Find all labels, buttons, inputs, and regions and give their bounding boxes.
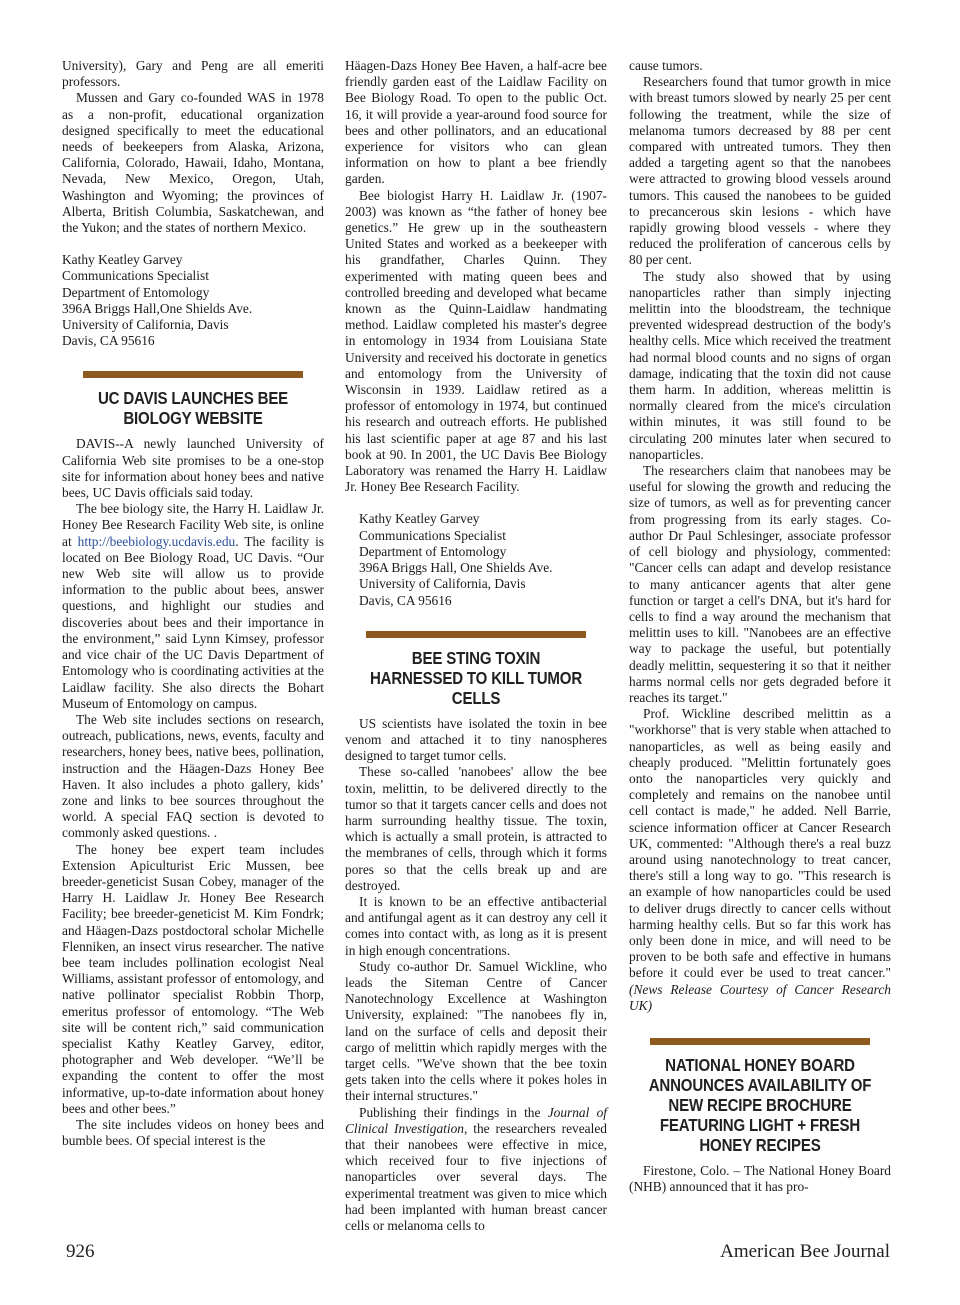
signature-line: Communications Specialist	[62, 268, 209, 284]
signature-line: 396A Briggs Hall,One Shields Ave.	[62, 300, 253, 316]
section-divider	[83, 371, 303, 378]
section-divider	[650, 1038, 870, 1045]
signature-line: Kathy Keatley Garvey	[359, 511, 480, 527]
paragraph: US scientists have isolated the toxin in bee venom and attached it to tiny nanospheres designed to target tumor cells.	[345, 715, 607, 764]
column-1	[62, 58, 324, 1149]
column-3	[629, 58, 891, 1195]
paragraph-text: The bee biology site, the Harry H. Laidlaw Jr. Honey Bee Research Facility Web site, is online at	[62, 501, 324, 549]
paragraph: These so-called 'nanobees' allow the bee toxin, melittin, to be delivered directly to the tumor so that it targets cancer cells and does not harm surrounding healthy tissue. The toxin, which is actually a small protein, is attracted to the membranes of cells, through which it forms pores so that the cells break up and are destroyed.	[345, 764, 607, 893]
section-divider	[366, 631, 586, 638]
paragraph: Häagen-Dazs Honey Bee Haven, a half-acre bee friendly garden east of the Laidlaw Facility on Bee Biology Road. To open to the public Oct. 16, it will provide a year-around food source for bees and other pollinators, and an educational experience for visitors who can glean information on how to plant a bee friendly garden.	[345, 58, 607, 187]
signature-line: Davis, CA 95616	[359, 592, 452, 608]
paragraph: Mussen and Gary co-founded WAS in 1978 as a non-profit, educational organization designed specifically to meet the educational needs of beekeepers from Alaska, Arizona, California, Colorado, Hawaii, Idaho, Montana, Nevada, New Mexico, Oregon, Utah, Washington and Wyoming; the provinces of Alberta, British Columbia, Saskatchewan, and the Yukon; and the states of northern Mexico.	[62, 90, 324, 236]
paragraph	[345, 1105, 607, 1235]
paragraph-text: . The facility is located on Bee Biology Road, UC Davis. “Our new Web site will allow us to provide information to the public about bees, answer questions, and highlight our studies and discoveries about bees and their importance in the environment,” said Lynn Kimsey, professor and vice chair of the UC Davis Department of Entomology who is coordinating activities at the Laidlaw facility. She also directs the Bohart Museum of Entomology on campus.	[62, 533, 325, 711]
paragraph-text: , the researchers revealed that their nanobees were effective in mice, which received four to five injections of nanoparticles over several days. The experimental treatment was given to mice which had been implanted with human breast cancer cells or melanoma cells to	[345, 1120, 607, 1233]
paragraph: The Web site includes sections on research, outreach, publications, news, events, faculty and researchers, honey bees, native bees, pollination, instruction and the Häagen-Dazs Honey Bee Haven. It also includes a photo gallery, kids’ zone and links to bee sources throughout the world. A special FAQ section is devoted to commonly asked questions. .	[62, 711, 324, 841]
paragraph-text: Publishing their findings in the	[359, 1104, 548, 1120]
signature-line: University of California, Davis	[62, 317, 229, 333]
paragraph: Firestone, Colo. – The National Honey Board (NHB) announced that it has pro-	[629, 1162, 891, 1195]
signature-block	[359, 511, 607, 608]
signature-line: Communications Specialist	[359, 527, 506, 543]
journal-title: Journal of Clinical Investigation	[345, 1104, 607, 1136]
paragraph: Study co-author Dr. Samuel Wickline, who leads the Siteman Centre of Cancer Nanotechnology Excellence at Washington University, explained: "The nanobees fly in, land on the surface of cells and deposit their cargo of melittin which rapidly merges with the target cells. "We've shown that the bee toxin gets taken into the cells where it pokes holes in their internal structures."	[345, 958, 607, 1104]
signature-block	[62, 252, 324, 349]
paragraph: cause tumors.	[629, 58, 703, 73]
signature-line: Department of Entomology	[62, 284, 210, 300]
signature-line: 396A Briggs Hall, One Shields Ave.	[359, 560, 553, 576]
paragraph-text: Prof. Wickline described melittin as a "workhorse" that is very stable when attached to nanoparticles, as well as being easily and cheaply produced. "Melittin fortunately goes onto the nanoparticles very quickly and completely and remains on the nanobee until cell contact is made," he added. Nell Barrie, science information officer at Cancer Research UK, commented: "Although there's a real buzz around using nanotechnology to treat cancer, there's still a long way to go. "This research is an example of how nanoparticles could be used to deliver drugs directly to cancer cells without harming healthy cells. But so far this work has only been done in mice, and will need to be proven to be both safe and effective in humans before it could ever be used to treat cancer."	[629, 706, 891, 981]
article-heading: UC DAVIS LAUNCHES BEE BIOLOGY WEBSITE	[97, 388, 289, 429]
signature-line: Department of Entomology	[359, 543, 507, 559]
paragraph: University), Gary and Peng are all emeriti professors.	[62, 58, 324, 90]
source-credit: (News Release Courtesy of Cancer Research UK)	[629, 981, 891, 1013]
column-2	[345, 58, 607, 1234]
paragraph: Bee biologist Harry H. Laidlaw Jr. (1907-2003) was known as “the father of honey bee genetics.” He grew up in the southeastern United States and worked as a beekeeper with his grandfather, Charles Quinn. They experimented with mating queen bees and controlled breeding and developed what became known as the Quinn-Laidlaw handmating method. Laidlaw completed his master's degree in entomology in 1934 from Louisiana State University and received his doctorate in genetics and entomology from the University of Wisconsin in 1939. Laidlaw retired as a professor of entomology in 1974, but continued his research and outreach efforts. He published his last scientific paper at age 87 and his last book at 90. In 2001, the UC Davis Bee Biology Laboratory was renamed the Harry H. Laidlaw Jr. Honey Bee Research Facility.	[345, 187, 607, 495]
signature-line: Davis, CA 95616	[62, 333, 155, 349]
paragraph: DAVIS--A newly launched University of California Web site promises to be a one-stop site for information about honey bees and native bees, UC Davis officials said today.	[62, 436, 324, 501]
paragraph	[62, 501, 324, 712]
article-heading: BEE STING TOXIN HARNESSED TO KILL TUMOR CELLS	[369, 647, 583, 708]
paragraph: Researchers found that tumor growth in mice with breast tumors slowed by nearly 25 per cent following the treatment, while the size of melanoma tumors decreased by 88 per cent compared with untreated tumors. They then added a targeting agent so that the nanobees were attracted to growing blood vessels around tumors. This caused the nanobees to be guided to precancerous skin lesions - which have rapidly growing blood vessels - where they reduced the proliferation of cancerous cells by 80 per cent.	[629, 74, 891, 268]
paragraph: The honey bee expert team includes Extension Apiculturist Eric Mussen, bee breeder-geneticist Susan Cobey, manager of the Harry H. Laidlaw Jr. Honey Bee Research Facility; bee breeder-geneticist M. Kim Fondrk; and Häagen-Dazs postdoctoral scholar Michelle Flenniken, an insect virus researcher. The native bee team includes pollination ecologist Neal Williams, assistant professor of entomology, and native pollinator specialist Robbin Thorp, emeritus professor of entomology. “The Web site will be content rich,” said communication specialist Kathy Keatley Garvey, editor, photographer and Web developer. “We’ll be expanding the content to offer the most informative, up-to-date information about honey bees and other bees.”	[62, 841, 324, 1116]
page-number: 926	[66, 1241, 95, 1262]
website-link[interactable]: http://beebiology.ucdavis.edu	[77, 533, 236, 549]
paragraph: The study also showed that by using nanoparticles rather than simply injecting melittin into the bloodstream, the technique prevented widespread destruction of the body's healthy cells. Mice which received the treatment had normal blood counts and no signs of organ damage, indicating that the toxin did not cause them harm. In addition, whereas melittin is normally cleared from the mice's circulation within minutes, it was still found to be circulating 200 minutes later when secured to nanoparticles.	[629, 268, 891, 462]
paragraph: The researchers claim that nanobees may be useful for slowing the growth and reducing the size of tumors, as well as for preventing cancer from progressing from its early stages. Co-author Dr Paul Schlesinger, associate professor of cell biology and physiology, commented: "Cancer cells can adapt and develop resistance to many anticancer agents that alter gene function or target a cell's DNA, but it's hard for cells to find a way around the mechanism that melittin uses to kill. "Nanobees are an effective way to package the useful, but potentially deadly melittin, sequestering it so that it neither harms normal cells nor gets degraded before it reaches its target."	[629, 463, 891, 705]
signature-line: Kathy Keatley Garvey	[62, 252, 183, 268]
signature-line: University of California, Davis	[359, 576, 526, 592]
journal-name: American Bee Journal	[720, 1241, 890, 1262]
paragraph	[629, 706, 891, 1014]
article-heading: NATIONAL HONEY BOARD ANNOUNCES AVAILABILITY OF NEW RECIPE BROCHURE FEATURING LIGHT + FRESH HONEY RECIPES	[648, 1054, 872, 1155]
paragraph: It is known to be an effective antibacterial and antifungal agent as it can destroy any cell it comes into contact with, as long as it is present in high enough concentrations.	[345, 893, 607, 958]
paragraph: The site includes videos on honey bees and bumble bees. Of special interest is the	[62, 1116, 324, 1149]
